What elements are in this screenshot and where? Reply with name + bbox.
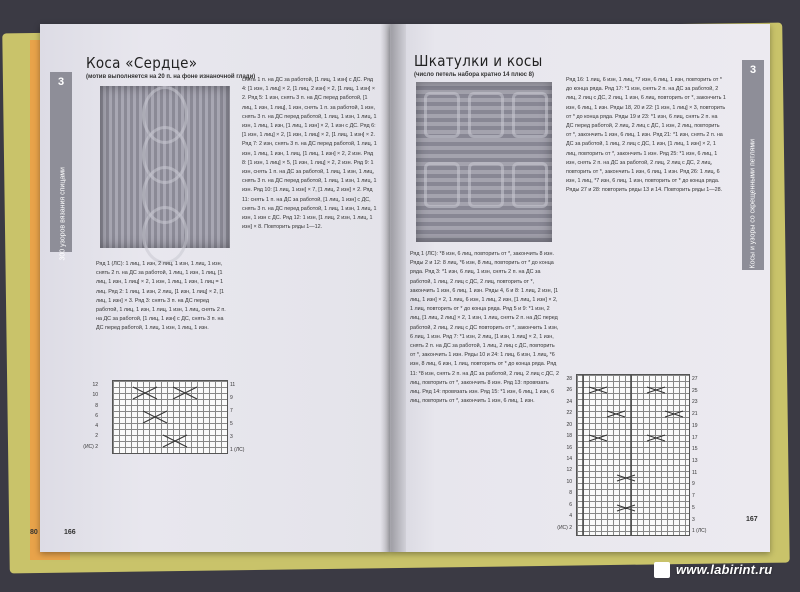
- left-edge-page-number: 80: [30, 529, 38, 536]
- chart-row-label: (ИС) 2: [83, 443, 98, 450]
- left-tab-number: 3: [57, 76, 65, 88]
- boxes-and-cables-photo: [416, 82, 552, 242]
- right-instructions-col2: Ряд 16: 1 лиц, 6 изн, 1 лиц, *7 изн, 6 лиц, 1 изн, повторить от * до конца ряда. Ряд 17: *1 изн, снять 2 п. на ДС за работой, 2 лиц, 2 лиц с ДС, 2 лиц, 1 изн, 6 лиц, повторить от *, закончить 1 изн, 6 лиц, 1 изн. Ряды 18, 20 и 22: [1 изн, 1 лиц] × 3, повторить от * до конца ряда. Ряды 19 и 23: *1 изн, 6 лиц, снять 2 п. на ДС перед работой, 2 лиц, 2 лиц с ДС, 1 изн, 2 лиц, повторить от *, закончить 1 изн, 6 лиц, 1 изн. Ряд 21: *1 изн, снять 2 п. на ДС за работой, 1 лиц, 2 лиц с ДС, 1 изн, [1 лиц, 1 изн] × 2, 1 лиц, повторить от *, закончить 1 изн. Ряд 25: *1 изн, 6 лиц, 1 изн, снять 2 п. на ДС за работой, 2 лиц, 2 лиц с ДС, 2 лиц, повторить от *, закончить 1 изн, 6 лиц, 1 изн. Ряд 26: 1 лиц, 6 изн, 1 лиц, *7 изн, 6 лиц, 1 изн, повторить от * до конца ряда. Ряды 27 и 28: повторить ряды 13 и 14. Повторить ряды 1—28.: [566, 77, 726, 194]
- chart-row-label: 24: [566, 398, 572, 405]
- right-page: [390, 24, 770, 552]
- labirint-logo-icon: [654, 562, 670, 578]
- left-tab-label: 300 узоров вязания спицами: [59, 167, 67, 261]
- left-knitting-chart: [112, 380, 228, 454]
- chart-row-label: 10: [566, 478, 572, 485]
- chart-row-label: 11: [692, 469, 698, 476]
- chart-row-label: 26: [566, 387, 572, 394]
- left-instructions-col1: Ряд 1 (ЛС): 1 лиц, 1 изн, 2 лиц, 1 изн, 1 лиц, 1 изн, снять 2 п. на ДС за работой, 1 лиц, 1 изн, 1 лиц, [1 лиц, 1 изн, 1 лиц] × 2, 1 изн, 1 лиц, 1 изн, 1 лиц = 1 лиц. Ряд 2: 1 лиц, 1 изн, 2 лиц, [1 изн, 1 лиц] × 2, [1 лиц, 1 изн] × 3. Ряд 3: снять 3 п. на ДС перед работой, 1 лиц, 1 изн, 1 лиц, 1 изн, 1 лиц, снять 2 п. на ДС за работой, [1 лиц, 1 изн] с ДС, снять 3 п. на ДС перед работой, 1 лиц, 1 изн, 1 лиц, 1 изн.: [96, 261, 226, 332]
- chart-row-label: (ИС) 2: [557, 524, 572, 531]
- chart-row-label: 19: [692, 422, 698, 429]
- right-side-tab: [742, 60, 764, 270]
- chart-row-label: 20: [566, 421, 572, 428]
- chart-row-label: 12: [566, 467, 572, 474]
- right-pattern-subtitle: (число петель набора кратно 14 плюс 8): [414, 72, 534, 78]
- right-knitting-chart: [576, 374, 690, 536]
- chart-row-label: 1 (ЛС): [230, 447, 245, 453]
- right-tab-label: Косы и узоры со скрещенными петлями: [749, 138, 757, 269]
- chart-row-label: 11: [230, 382, 236, 388]
- chart-row-label: 21: [692, 411, 698, 418]
- chart-row-label: 4: [95, 423, 98, 430]
- left-pattern-title: Коса «Сердце»: [86, 54, 198, 72]
- left-chart-cross-marks: [113, 381, 227, 453]
- chart-row-label: 3: [692, 516, 695, 523]
- chart-row-label: 7: [692, 493, 695, 500]
- chart-row-label: 12: [92, 382, 98, 388]
- open-book: [30, 24, 770, 552]
- chart-row-label: 8: [95, 402, 98, 409]
- chart-row-label: 14: [566, 456, 572, 462]
- chart-row-label: 5: [230, 421, 233, 427]
- left-side-tab: [50, 72, 72, 261]
- chart-row-label: 1 (ЛС): [692, 528, 707, 535]
- chart-row-label: 17: [692, 434, 698, 441]
- chart-row-label: 10: [92, 392, 98, 399]
- chart-row-label: 8: [569, 490, 572, 497]
- chart-row-label: 7: [230, 408, 233, 414]
- chart-row-label: 9: [230, 395, 233, 401]
- chart-row-label: 3: [230, 434, 233, 440]
- right-chart-cross-marks: [577, 375, 689, 535]
- chart-row-label: 2: [95, 433, 98, 440]
- chart-row-label: 5: [692, 504, 695, 511]
- chart-row-label: 23: [692, 399, 698, 406]
- left-page-number: 166: [64, 529, 76, 536]
- chart-row-label: 6: [569, 501, 572, 508]
- left-pattern-subtitle: (мотив выполняется на 20 п. на фоне изнаночной глади): [86, 74, 256, 80]
- chart-row-label: 18: [566, 433, 572, 440]
- right-page-number: 167: [746, 516, 758, 523]
- chart-row-label: 6: [95, 412, 98, 419]
- book-spine: [380, 24, 406, 552]
- right-instructions-col1: Ряд 1 (ЛС): *8 изн, 6 лиц, повторить от *, закончить 8 изн. Ряды 2 и 12: 8 лиц, *6 изн, 8 лиц, повторить от * до конца ряда. Ряд 3: *1 изн, 6 лиц, 1 изн, снять 2 п. на ДС за работой, 1 лиц, 2 лиц с ДС, 2 лиц, повторить от *, закончить 1 изн, 6 лиц, 1 изн. Ряды 4, 6 и 8: 1 лиц, 2 изн, [1 лиц, 1 изн] × 2, 1 лиц, 6 изн, 1 лиц, 2 изн, [1 лиц, 1 изн] × 2, 1 лиц, повторить от * до конца ряда. Ряд 5 и 9: *1 изн, 2 лиц, [1 лиц, 2 лиц] × 2, 1 изн, 1 лиц, снять 2 п. на ДС перед работой, 2 лиц, 2 лиц с ДС повторить от *, закончить 1 изн, 6 лиц, 1 изн. Ряд 7: *1 изн, 2 лиц, [1 изн, 1 лиц] × 2, 1 изн, снять 2 п. на ДС за работой, 1 лиц, 2 лиц с ДС, повторить от *, закончить 1 изн. Ряды 10 и 24: 1 лиц, 6 изн, 1 лиц, *6 изн, 8 лиц, 6 изн, 1 лиц, повторить от * до конца ряда. Ряд 11: *8 изн, снять 2 п. на ДС за работой, 2 лиц, 2 лиц с ДС, 2 лиц, повторить от *, закончить 8 изн. Ряд 13: провязать лиц. Ряд 14: провязать изн. Ряд 15: *1 изн, 6 лиц, 1 изн, 6 лиц, повторить от *, закончить 1 изн, 6 лиц, 1 изн.: [410, 251, 559, 405]
- left-instructions-col2: снять 1 п. на ДС за работой, [1 лиц, 1 изн] с ДС. Ряд 4: [1 изн, 1 лиц] × 2, [1 лиц, 2 изн] × 2, [1 лиц, 1 изн] × 2. Ряд 5: 1 изн, снять 3 п. на ДС перед работой, [1 лиц, 1 изн, 1 лиц], 1 изн, снять 1 п. за работой, 1 изн, снять 3 п. на ДС перед работой, 1 лиц, 1 изн, 1 лиц, 1 изн, 1 лиц, 1 изн, [1 лиц, 1 изн] × 2, 1 изн с ДС. Ряд 6: [1 изн, 1 лиц] × 2, [1 изн, 1 лиц] × 2, [1 лиц, 1 изн] × 2. Ряд 7: 2 изн, снять 3 п. на ДС перед работой, 1 лиц, 1 изн, 1 лиц, 1 изн, 1 лиц, [1 лиц, 1 изн] × 2, 2 изн. Ряд 8: [1 изн, 1 лиц] × 5, [1 изн, 1 лиц] × 2, 2 изн. Ряд 9: 1 изн, снять 1 п. на ДС за работой, 1 лиц, 1 изн, 1 лиц, снять 3 п. на ДС перед работой, 1 лиц, 1 изн, 1 лиц, 1 изн. Ряд 10: [1 лиц, 1 изн] × 7, [1 лиц, 2 изн] × 2. Ряд 11: снять 1 п. на ДС за работой, [1 лиц, 1 изн] с ДС, снять 3 п. на ДС перед работой, 1 лиц, 1 изн, 1 лиц, 1 изн, 1 изн с ДС. Ряд 12: 1 изн, [1 лиц, 2 изн, 1 лиц, 1 изн] × 8. Повторить ряды 1—12.: [242, 77, 377, 231]
- watermark: www.labirint.ru: [676, 562, 773, 577]
- chart-row-label: 15: [692, 446, 698, 453]
- chart-row-label: 25: [692, 387, 698, 394]
- left-page: [30, 24, 390, 552]
- chart-row-label: 13: [692, 458, 698, 464]
- chart-row-label: 22: [566, 410, 572, 417]
- chart-row-label: 9: [692, 481, 695, 488]
- heart-cable-photo: [100, 86, 230, 248]
- chart-row-label: 4: [569, 513, 572, 520]
- chart-row-label: 27: [692, 376, 698, 382]
- right-tab-number: 3: [749, 64, 757, 76]
- right-pattern-title: Шкатулки и косы: [414, 52, 543, 70]
- chart-row-label: 16: [566, 444, 572, 451]
- chart-row-label: 28: [566, 376, 572, 382]
